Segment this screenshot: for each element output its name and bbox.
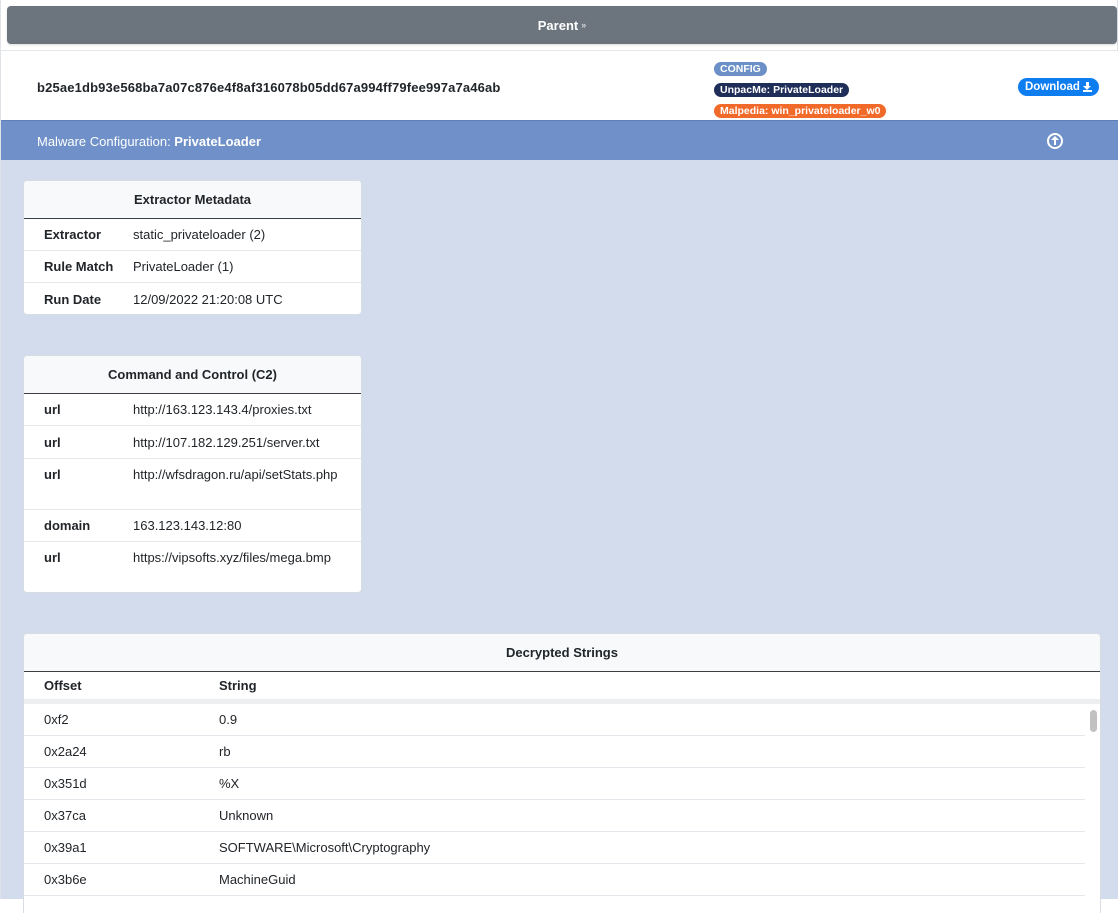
malpedia-badge[interactable]: Malpedia: win_privateloader_w0 — [714, 104, 886, 118]
decrypted-strings-title: Decrypted Strings — [24, 634, 1100, 672]
table-row — [24, 704, 1085, 736]
row-value: 12/09/2022 21:20:08 UTC — [133, 291, 283, 307]
row-value: http://107.182.129.251/server.txt — [133, 434, 320, 450]
config-badge: CONFIG — [714, 62, 767, 76]
row-value: 163.123.143.12:80 — [133, 518, 242, 533]
malware-config-header — [1, 120, 1118, 160]
row-key: domain — [44, 518, 91, 533]
table-row — [24, 864, 1085, 896]
extractor-metadata-title: Extractor Metadata — [24, 181, 361, 219]
offset-cell: 0x39a1 — [44, 840, 87, 855]
row-key: Extractor — [44, 227, 102, 242]
row-key: Run Date — [44, 291, 102, 307]
string-cell: MachineGuid — [219, 872, 296, 887]
row-key: url — [44, 434, 61, 450]
c2-card — [23, 355, 362, 593]
row-key: url — [44, 550, 61, 565]
unpacme-badge[interactable]: UnpacMe: PrivateLoader — [714, 83, 849, 97]
sample-hash: b25ae1db93e568ba7a07c876e4f8af316078b05dd67a994ff79fee997a7a46ab — [37, 80, 501, 95]
malware-config-title — [37, 134, 261, 149]
table-row — [24, 394, 361, 426]
offset-cell: 0x351d — [44, 776, 87, 791]
download-icon — [1083, 82, 1092, 92]
table-row — [24, 459, 361, 510]
download-button[interactable] — [1018, 78, 1099, 96]
table-row — [24, 542, 361, 593]
table-row — [24, 832, 1085, 864]
row-key: url — [44, 402, 61, 417]
download-label: Download — [1025, 81, 1080, 93]
table-header — [24, 672, 1100, 704]
offset-cell: 0x3b6e — [44, 872, 87, 887]
decrypted-strings-card — [23, 633, 1101, 913]
parent-label: Parent — [537, 17, 579, 33]
table-row — [24, 426, 361, 459]
offset-cell: 0x2a24 — [44, 744, 87, 759]
table-row — [24, 800, 1085, 832]
chevron-double-down-icon: » — [581, 20, 587, 30]
sample-header — [1, 50, 1118, 120]
string-cell: 0.9 — [219, 712, 238, 727]
table-row — [24, 768, 1085, 800]
column-header-offset[interactable]: Offset — [44, 678, 82, 693]
strings-list[interactable] — [24, 704, 1100, 896]
arrow-circle-up-icon[interactable] — [1047, 133, 1063, 149]
row-key: url — [44, 467, 61, 482]
string-cell: Unknown — [219, 808, 274, 823]
table-row — [24, 510, 361, 542]
row-value: http://wfsdragon.ru/api/setStats.php — [133, 467, 338, 482]
row-value: https://vipsofts.xyz/files/mega.bmp — [133, 550, 331, 565]
string-cell: rb — [219, 744, 231, 759]
c2-title: Command and Control (C2) — [24, 356, 361, 394]
table-row — [24, 251, 361, 283]
config-content — [1, 160, 1118, 899]
badge-group — [714, 60, 914, 123]
row-value: static_privateloader (2) — [133, 227, 266, 242]
row-value: http://163.123.143.4/proxies.txt — [133, 402, 312, 417]
scrollbar[interactable] — [1088, 708, 1098, 908]
string-cell: %X — [219, 776, 240, 791]
row-key: Rule Match — [44, 259, 114, 274]
column-header-string[interactable]: String — [219, 678, 257, 693]
extractor-metadata-card — [23, 180, 362, 315]
offset-cell: 0xf2 — [44, 712, 69, 727]
table-row — [24, 283, 361, 315]
scrollbar-thumb[interactable] — [1090, 710, 1097, 732]
row-value: PrivateLoader (1) — [133, 259, 234, 274]
table-row — [24, 736, 1085, 768]
table-row — [24, 219, 361, 251]
parent-toggle-button[interactable] — [7, 6, 1117, 44]
string-cell: SOFTWARE\Microsoft\Cryptography — [219, 840, 431, 855]
malware-config-prefix: Malware Configuration: — [37, 134, 175, 149]
offset-cell: 0x37ca — [44, 808, 86, 823]
malware-family: PrivateLoader — [174, 134, 261, 149]
